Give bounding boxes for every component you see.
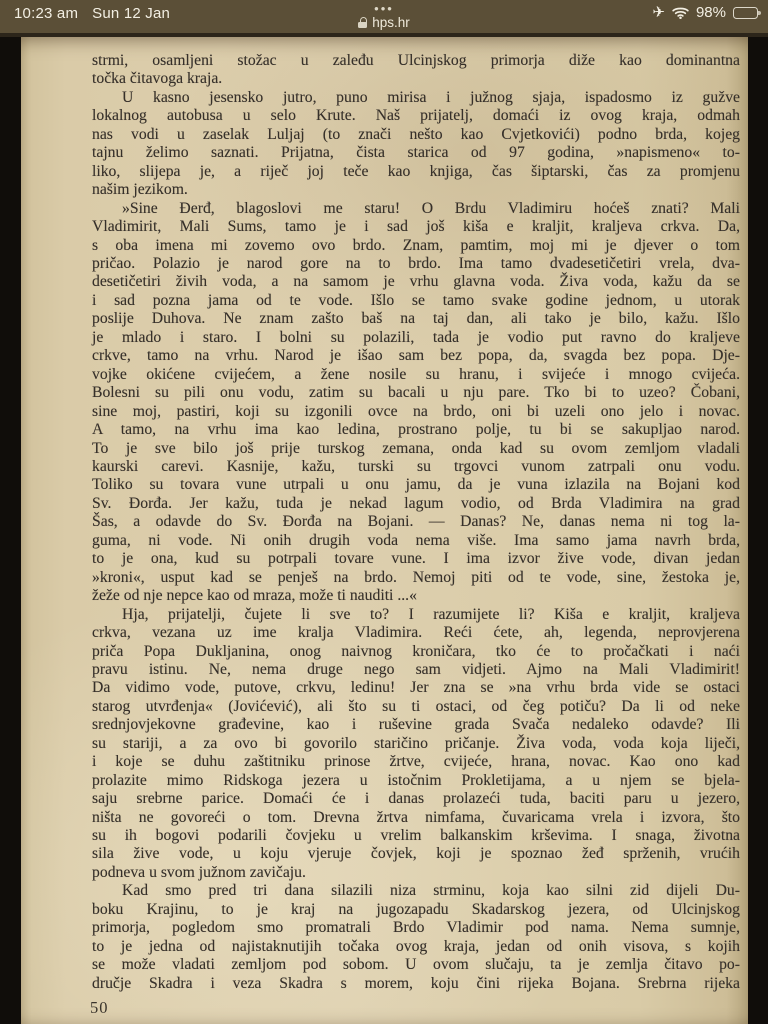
site-domain: hps.hr xyxy=(372,15,410,30)
text-line: priča Popa Dukljanina, onog naivnog kroničara, tko će to pročačkati i naći xyxy=(92,642,740,660)
text-line: srednjovjekovne građevine, kao i ruševine grada Svača nedaleko odavde? Ili xyxy=(92,716,740,734)
text-line: Toliko su tovara vune utrpali u onu jamu, da je vuna izlazila na Bojani kod xyxy=(92,476,740,494)
text-line: saju srebrne parice. Domaći će i danas prolazeći tuda, baciti paru u jezero, xyxy=(92,790,740,808)
text-line: i sad pozna jama od te vode. Išlo se tamo svake godine jednom, u utorak xyxy=(92,291,740,309)
page-number: 50 xyxy=(90,998,109,1017)
status-bar xyxy=(0,0,768,33)
text-line: nas vodi u zaselak Luljaj (to znači nešto kao Cvjetkovići) podno brda, kojeg xyxy=(92,125,740,143)
text-line: desetičetiri živih voda, a na samom je vrhu glavna voda. Živa voda, kažu da se xyxy=(92,273,740,291)
tab-overflow-indicator[interactable]: ••• xyxy=(374,1,394,16)
text-line: strmi, osamljeni stožac u zaleđu Ulcinjskog primorja diže kao dominantna xyxy=(92,52,740,69)
text-line: Kad smo pred tri dana silazili niza strminu, koja kao silni zid dijeli Du- xyxy=(122,882,740,900)
text-line: lokalnog autobusa u selo Krute. Naš prijatelj, domaći iz ovog kraja, odmah xyxy=(92,107,740,125)
text-line: našim jezikom. xyxy=(92,181,188,199)
text-line: To je sve bilo još prije turskog zemana, onda kad su ovom zemljom vladali xyxy=(92,439,740,457)
text-line: Sv. Đorđa. Jer kažu, tuda je nekad lagum vodio, od Brda Vladimira na grad xyxy=(92,494,740,512)
text-line: žeže od nje nepce kao od mraza, može ti nauditi ...« xyxy=(92,587,417,605)
wifi-icon xyxy=(672,6,689,19)
status-date: Sun 12 Jan xyxy=(92,5,171,22)
lock-icon xyxy=(358,17,367,28)
battery-percent: 98% xyxy=(695,4,726,21)
text-line: je mlado i staro. I bolni su polazili, tada je vodio put ravno do kraljeve xyxy=(92,328,740,346)
text-line: Hja, prijatelji, čujete li sve to? I razumijete li? Kiša e kraljit, kraljeva xyxy=(122,605,740,623)
status-time: 10:23 am xyxy=(14,5,79,22)
battery-icon xyxy=(733,7,758,19)
status-icons xyxy=(652,4,758,21)
text-line: sine moj, pastiri, koji su izgonili ovce na brdo, oni bi uzeli ono jelo i novac. xyxy=(92,402,740,420)
text-line: sila žive vode, u koju vjeruje čovjek, koji je spoznao žeđ sprženih, vrućih xyxy=(92,845,740,863)
text-line: starog utvrđenja« (Jovićević), ali što su ti ostaci, od čeg potiču? Da li od neke xyxy=(92,697,740,715)
text-line: crkve, tamo na vrhu. Narod je išao sam bez popa, da, svagda bez popa. Dje- xyxy=(92,347,740,365)
text-line: Šas, a odavde do Sv. Đorđa na Bojani. — Danas? Ne, danas nema ni tog la- xyxy=(92,513,740,531)
text-line: primorja, pogledom smo promatrali Brdo Vladimir pod nama. Nema sumnje, xyxy=(92,919,740,937)
text-line: A tamo, na vrhu ima kao ledina, prostrano polje, tu bi se sakupljao narod. xyxy=(92,421,740,439)
airplane-mode-icon: ✈ xyxy=(652,4,665,21)
text-line: to je ona, kud su potrpali tovare vune. I ima izvor žive vode, divan jedan xyxy=(92,550,740,568)
text-line: crkva, vezana uz ime kralja Vladimira. Reći ćete, ah, legenda, neprovjerena xyxy=(92,624,740,642)
text-line: kaurski carevi. Kasnije, kažu, turski su trgovci vunom zatrpali onu vodu. xyxy=(92,457,740,475)
text-line: Da vidimo vode, putove, crkvu, ledinu! Jer zna se »na vrhu brda vide se ostaci xyxy=(92,679,740,697)
text-line: poslije Duhova. Ne znam zašto baš na taj dan, ali tako je bilo, kažu. Išlo xyxy=(92,310,740,328)
text-line: guma, ni vode. Ni onih drugih voda nema više. Ima samo jama navrh brda, xyxy=(92,531,740,549)
text-line: »kroni«, usput kad se penješ na brdo. Nemoj piti od te vode, sine, žestoka je, xyxy=(92,568,740,586)
text-line: liko, slijepa je, a riječ joj teče kao knjiga, čas šiptarski, čas za promjenu xyxy=(92,162,740,180)
text-line: pravu istinu. Ne, nema druge nego sam vidjeti. Ajmo na Mali Vladimirit! xyxy=(92,660,740,678)
text-line: to je jedna od najistaknutijih točaka ovog kraja, jedan od onih visova, s kojih xyxy=(92,937,740,955)
text-line: dručje Skadra i veza Skadra s morem, koju čini rijeka Bojana. Srebrna rijeka xyxy=(92,974,740,992)
scanned-book-page xyxy=(21,37,748,1024)
text-line: prolazite mimo Ridskoga jezera u istočnim Prokletijama, a u njem se bjela- xyxy=(92,771,740,789)
text-line: vojke okićene cvijećem, a žene nosile su hranu, i svijeće i mnogo cvijeća. xyxy=(92,365,740,383)
text-line: se može vladati zemljom pod sobom. U ovom slučaju, ta je zemlja čitavo po- xyxy=(92,956,740,974)
text-line: točka čitavoga kraja. xyxy=(92,70,223,88)
text-line: su ih bogovi podarili čovjeku u vrelim balkanskim krševima. I snaga, životna xyxy=(92,827,740,845)
text-line: ništa ne govoreći o tom. Drevna žrtva nimfama, čuvaricama vrela i izvora, što xyxy=(92,808,740,826)
text-line: s oba imena mi zovemo ovo brdo. Znam, pamtim, moj mi je djever o tom xyxy=(92,236,740,254)
text-block xyxy=(92,52,740,993)
text-line: podneva u svom južnom zavičaju. xyxy=(92,863,306,881)
text-line: pričao. Polazio je narod gore na to brdo. Ima tamo dvadesetičetiri vrela, dva- xyxy=(92,254,740,272)
text-line: »Sine Đerđ, blagoslovi me staru! O Brdu Vladimiru hoćeš znati? Mali xyxy=(122,199,740,217)
text-line: Bolesni su pili onu vodu, zatim su bacali u nju pare. Tko bi to uzeo? Čobani, xyxy=(92,384,740,402)
text-line: tajnu želimo saznati. Prijatna, čista starica od 97 godina, »napismeno« to- xyxy=(92,144,740,162)
text-line: Vladimirit, Mali Sums, tamo je i sad još kiša e kraljit, kraljeva crkva. Da, xyxy=(92,218,740,236)
text-line: i koje se duhu zaštitniku prinose žrtve, cvijeće, hrana, novac. Kao ono kad xyxy=(92,753,740,771)
text-line: U kasno jesensko jutro, puno mirisa i južnog sjaja, ispadosmo iz gužve xyxy=(122,88,740,106)
text-line: su stariji, a za ovo bi govorilo staričino pričanje. Živa voda, voda koja liječi, xyxy=(92,734,740,752)
text-line: boku Krajinu, to je kraj na jugozapadu Skadarskog jezera, od Ulcinjskog xyxy=(92,900,740,918)
